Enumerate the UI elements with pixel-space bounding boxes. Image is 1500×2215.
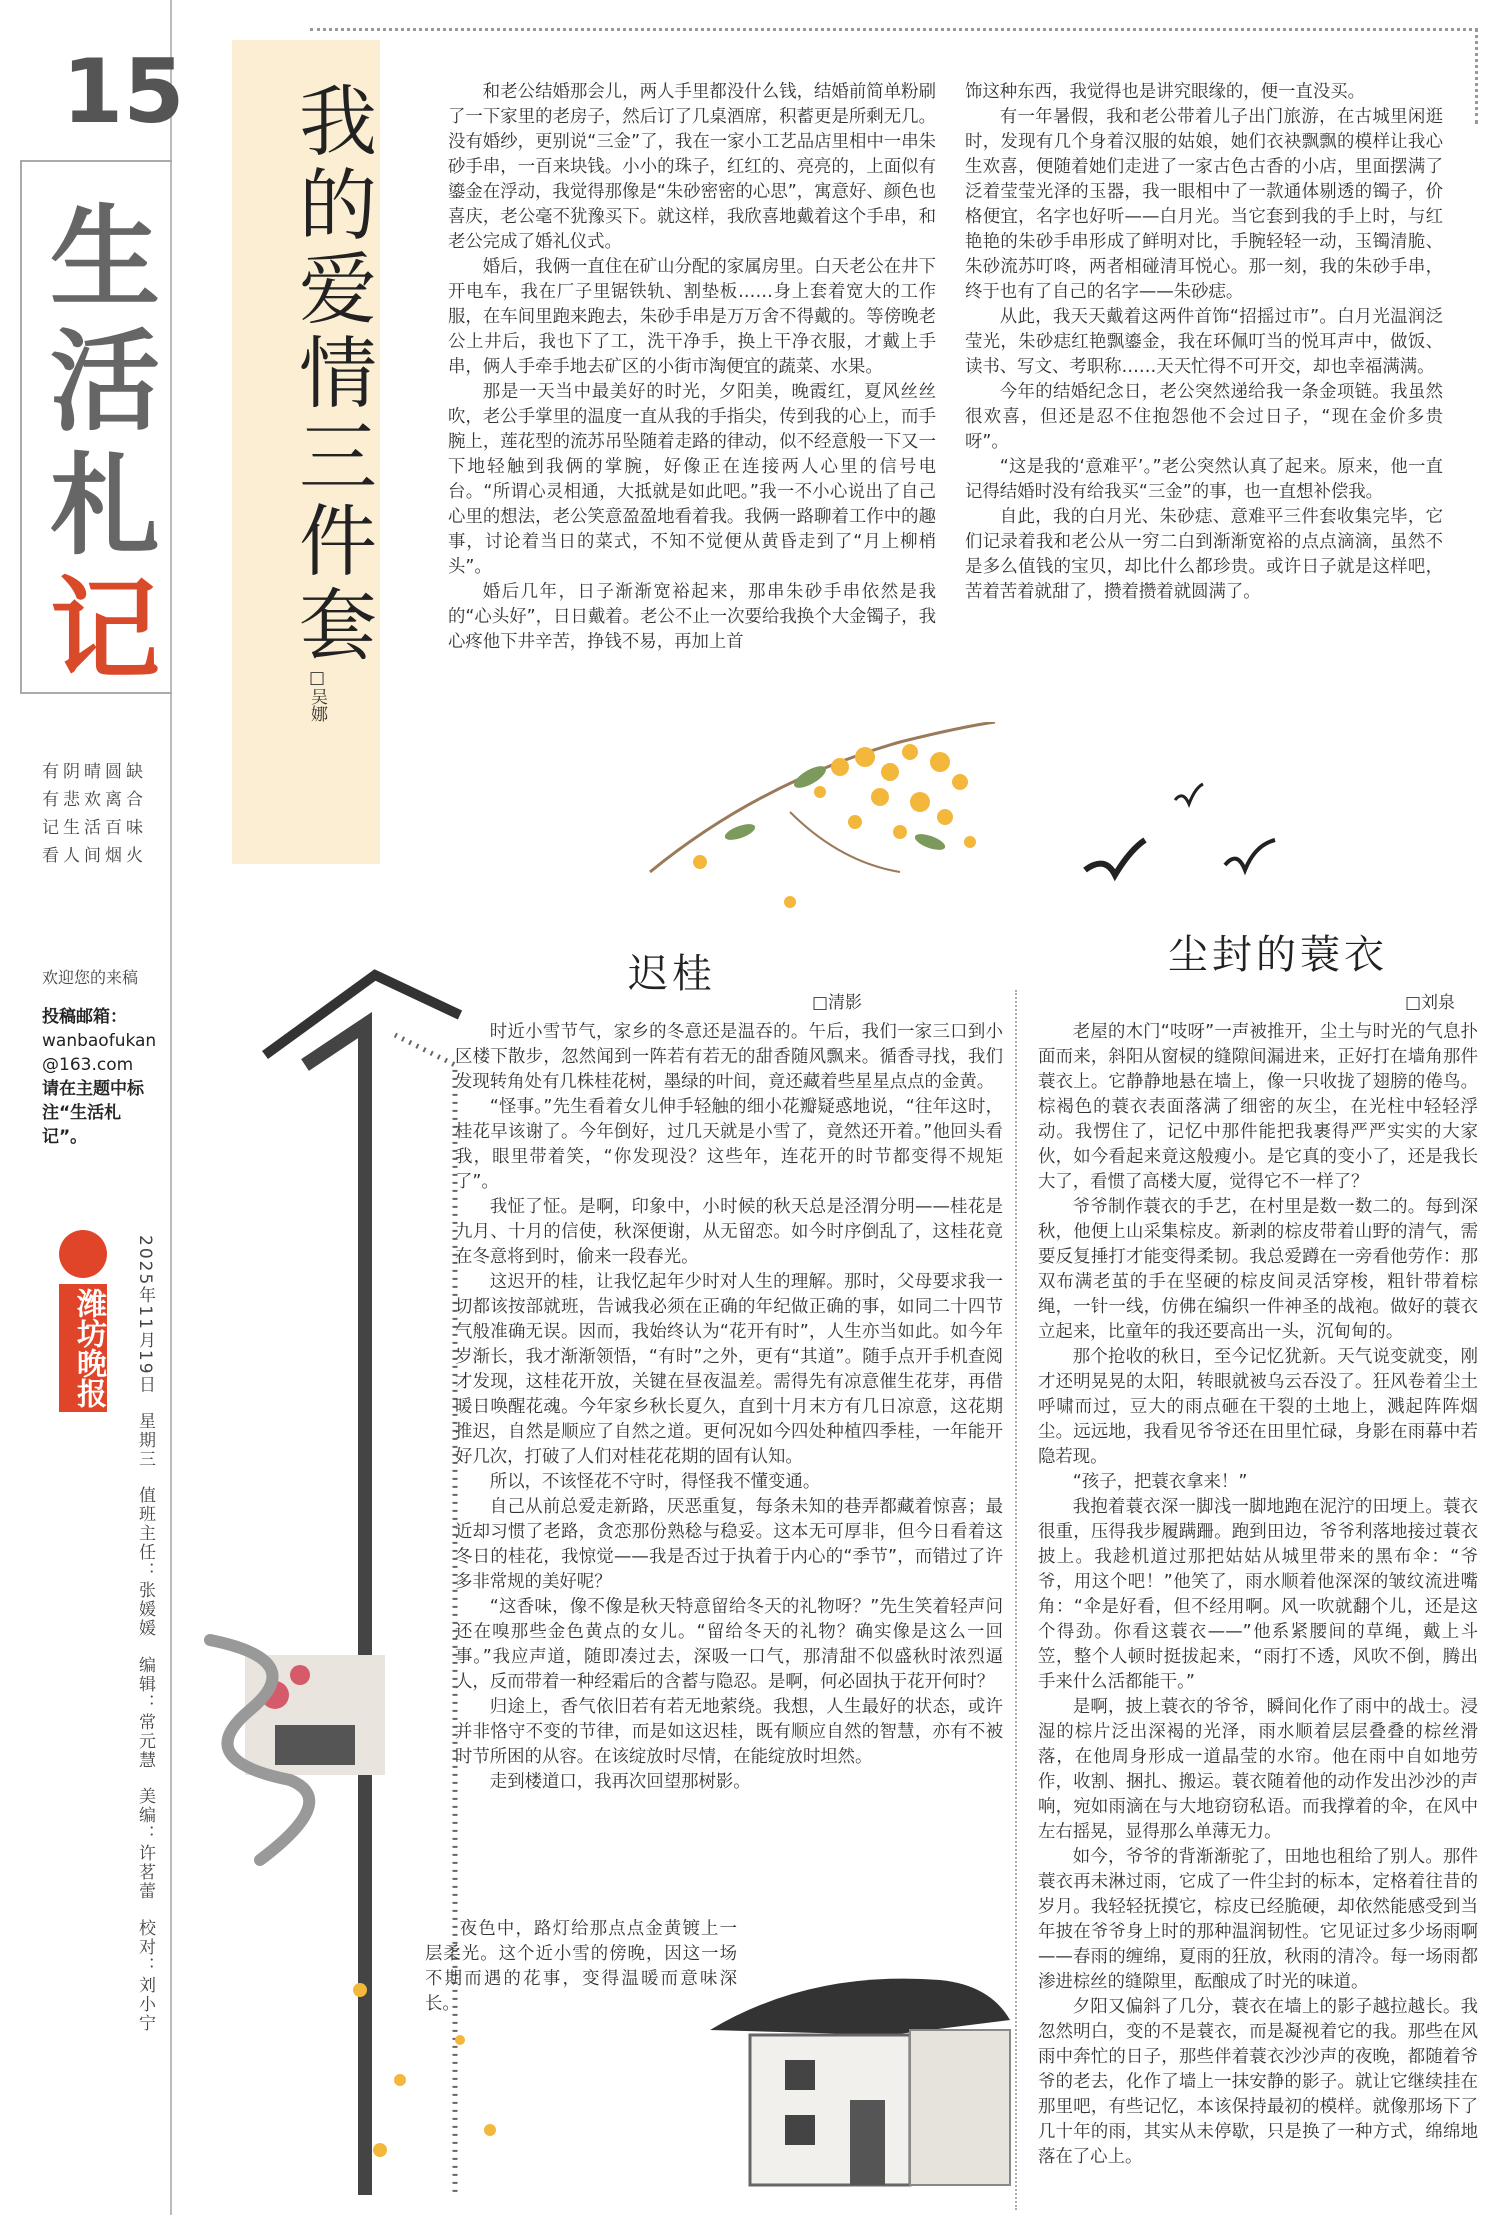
- paragraph: “这香味，像不像是秋天特意留给冬天的礼物呀？”先生笑着轻声问还在嗅那些金色黄点的女儿。“留给冬天的礼物？确实像是这么一回事。”我应声道，随即凑过去，深吸一口气，那清甜不似盛秋时浓烈逼人，反而带着一种经霜后的含蓄与隐忍。是啊，何必固执于花开何时？: [455, 1597, 1003, 1692]
- paragraph: 婚后，我俩一直住在矿山分配的家属房里。白天老公在井下开电车，我在厂子里锯铁轨、割垫板……身上套着宽大的工作服，在车间里跑来跑去，朱砂手串是万万舍不得戴的。等傍晚老公上井后，我也下了工，洗干净手，换上干净衣服，才戴上手串，俩人手牵手地去矿区的小街市淘便宜的蔬菜、水果。: [448, 257, 936, 377]
- slogan-line: 记生活百味: [42, 818, 147, 838]
- article-right-title: 尘封的蓑衣: [1168, 932, 1388, 978]
- paragraph: 自己从前总爱走新路，厌恶重复，每条未知的巷弄都藏着惊喜；最近却习惯了老路，贪恋那份熟稔与稳妥。这本无可厚非，但今日看着这冬日的桂花，我惊觉——我是否过于执着于内心的“季节”，而错过了许多非常规的美好呢？: [455, 1497, 1003, 1592]
- submission-info: [42, 1005, 162, 1149]
- section-char-3: 札: [50, 441, 160, 570]
- logo-emblem-icon: [59, 1230, 107, 1278]
- paragraph: 从此，我天天戴着这两件首饰“招摇过市”。白月光温润泛莹光，朱砂痣红艳飘鎏金，我在环佩叮当的悦耳声中，做饭、读书、写文、考职称……天天忙得不可开交，却也幸福满满。: [965, 307, 1443, 377]
- slogan-line: 有阴晴圆缺: [42, 762, 147, 782]
- newspaper-name: 潍坊晚报: [59, 1284, 107, 1412]
- top-divider: [310, 28, 1478, 31]
- main-article-column-2: [965, 80, 1443, 605]
- editor: 编辑：常元慧: [135, 1655, 155, 1770]
- article-left-body: [455, 1020, 1003, 1795]
- issue-date: 2025年11月19日: [135, 1235, 155, 1395]
- paragraph: 有一年暑假，我和老公带着儿子出门旅游，在古城里闲逛时，发现有几个身着汉服的姑娘，她们衣袂飘飘的模样让我心生欢喜，便随着她们走进了一家古色古香的小店，里面摆满了泛着莹莹光泽的玉器，我一眼相中了一款通体剔透的镯子，价格便宜，名字也好听——白月光。当它套到我的手上时，与红艳艳的朱砂手串形成了鲜明对比，手腕轻轻一动，玉镯清脆、朱砂流苏叮咚，两者相碰清耳悦心。那一刻，我的朱砂手串，终于也有了自己的名字——朱砂痣。: [965, 107, 1443, 302]
- section-slogan: [42, 758, 147, 870]
- email-address[interactable]: wanbaofukan@163.com: [42, 1031, 157, 1075]
- issue-weekday: 星期三: [135, 1411, 155, 1469]
- paragraph: 时近小雪节气，家乡的冬意还是温吞的。午后，我们一家三口到小区楼下散步，忽然闻到一阵若有若无的甜香随风飘来。循香寻找，我们发现转角处有几株桂花树，墨绿的叶间，竟还藏着些星星点点的金黄。: [455, 1022, 1003, 1092]
- welcome-text: 欢迎您的来稿: [42, 968, 139, 987]
- slogan-line: 看人间烟火: [42, 846, 147, 866]
- paragraph: 我抱着蓑衣深一脚浅一脚地跑在泥泞的田埂上。蓑衣很重，压得我步履蹒跚。跑到田边，爷爷利落地接过蓑衣披上。我趁机道过那把姑姑从城里带来的黑布伞：“爷爷，用这个吧！”他笑了，雨水顺着他深深的皱纹流进嘴角：“伞是好看，但不经用啊。风一吹就翻个儿，还是这个得劲。你看这蓑衣——”他系紧腰间的草绳，戴上斗笠，整个人顿时挺拔起来，“雨打不透，风吹不倒，腾出手来什么活都能干。”: [1038, 1497, 1478, 1692]
- main-article-title: 我的爱情三件套: [286, 80, 376, 668]
- paragraph: 老屋的木门“吱呀”一声被推开，尘土与时光的气息扑面而来，斜阳从窗棂的缝隙间漏进来，正好打在墙角那件蓑衣上。它静静地悬在墙上，像一只收拢了翅膀的倦鸟。棕褐色的蓑衣表面落满了细密的灰尘，在光柱中轻轻浮动。我愣住了，记忆中那件能把我裹得严严实实的大家伙，如今看起来竟这般瘦小。是它真的变小了，还是我长大了，看惯了高楼大厦，觉得它不一样了？: [1038, 1022, 1478, 1192]
- birds-illustration: [1075, 760, 1295, 910]
- paragraph: “怪事。”先生看着女儿伸手轻触的细小花瓣疑惑地说，“往年这时，桂花早该谢了。今年倒好，过几天就是小雪了，竟然还开着。”他回头看我，眼里带着笑，“你发现没？这些年，连花开的时节都变得不规矩了”。: [455, 1097, 1003, 1192]
- article-left-title: 迟桂: [628, 951, 716, 997]
- main-article-column-1: [448, 80, 936, 655]
- paragraph: 如今，爷爷的背渐渐驼了，田地也租给了别人。那件蓑衣再未淋过雨，它成了一件尘封的标本，定格着往昔的岁月。我轻轻抚摸它，棕皮已经脆硬，却依然能感受到当年披在爷爷身上时的那种温润韧性。它见证过多少场雨啊——春雨的缠绵，夏雨的狂放，秋雨的清冷。每一场雨都渗进棕丝的缝隙里，酝酿成了时光的味道。: [1038, 1847, 1478, 1992]
- top-divider-vertical: [1475, 28, 1478, 124]
- paragraph: 我怔了怔。是啊，印象中，小时候的秋天总是泾渭分明——桂花是九月、十月的信使，秋深便谢，从无留恋。如今时序倒乱了，这桂花竟在冬意将到时，偷来一段春光。: [455, 1197, 1003, 1267]
- paragraph: 夜色中，路灯给那点点金黄镀上一层柔光。这个近小雪的傍晚，因这一场不期而遇的花事，变得温暖而意味深长。: [425, 1919, 737, 2014]
- paragraph: 那是一天当中最美好的时光，夕阳美，晚霞红，夏风丝丝吹，老公手掌里的温度一直从我的手指尖，传到我的心上，而手腕上，莲花型的流苏吊坠随着走路的律动，似不经意般一下又一下地轻触到我俩的掌腕，好像正在连接两人心里的信号电台。“所谓心灵相通，大抵就是如此吧。”我一不小心说出了自己心里的想法，老公笑意盈盈地看着我。我俩一路聊着工作中的趣事，讨论着当日的菜式，不知不觉便从黄昏走到了“月上柳梢头”。: [448, 382, 936, 577]
- main-article-author: □吴娜: [307, 668, 327, 722]
- paragraph: 今年的结婚纪念日，老公突然递给我一条金项链。我虽然很欢喜，但还是忍不住抱怨他不会过日子，“现在金价多贵呀”。: [965, 382, 1443, 452]
- issue-info: [118, 1235, 158, 2185]
- section-char-4: 记: [50, 565, 160, 694]
- section-char-2: 活: [50, 317, 160, 446]
- article-left-ending: [425, 1917, 737, 2017]
- paragraph: “这是我的‘意难平’。”老公突然认真了起来。原来，他一直记得结婚时没有给我买“三金”的事，也一直想补偿我。: [965, 457, 1443, 502]
- article-left-author: □清影: [812, 993, 863, 1013]
- newspaper-logo: [55, 1230, 115, 1412]
- duty-editor: 值班主任：张媛媛: [135, 1486, 155, 1639]
- paragraph: 这迟开的桂，让我忆起年少时对人生的理解。那时，父母要求我一切都该按部就班，告诫我必须在正确的年纪做正确的事，如同二十四节气般准确无误。因而，我始终认为“花开有时”，人生亦当如此。如今年岁渐长，我才渐渐领悟，“有时”之外，更有“其道”。随手点开手机查阅才发现，这桂花开放，关键在昼夜温差。需得先有凉意催生花芽，再借暖日唤醒花魂。今年家乡秋长夏久，直到十月末方有几日凉意，这花期推迟，自然是顺应了自然之道。更何况如今四处种植四季桂，一年能开好几次，打破了人们对桂花花期的固有认知。: [455, 1272, 1003, 1467]
- section-title-box: [20, 160, 172, 694]
- article-right-author: □刘泉: [1405, 993, 1456, 1013]
- page-number: 15: [62, 40, 185, 143]
- section-char-1: 生: [50, 193, 160, 322]
- paragraph: “孩子，把蓑衣拿来！”: [1072, 1472, 1248, 1492]
- paragraph: 和老公结婚那会儿，两人手里都没什么钱，结婚前简单粉刷了一下家里的老房子，然后订了几桌酒席，积蓄更是所剩无几。没有婚纱，更别说“三金”了，我在一家小工艺品店里相中一串朱砂手串，一百来块钱。小小的珠子，红红的、亮亮的，上面似有鎏金在浮动，我觉得那像是“朱砂密密的心思”，寓意好、颜色也喜庆，老公毫不犹豫买下。就这样，我欣喜地戴着这个手串，和老公完成了婚礼仪式。: [448, 82, 936, 252]
- paragraph: 是啊，披上蓑衣的爷爷，瞬间化作了雨中的战士。浸湿的棕片泛出深褐的光泽，雨水顺着层层叠叠的棕丝滑落，在他周身形成一道晶莹的水帘。他在雨中自如地劳作，收割、捆扎、搬运。蓑衣随着他的动作发出沙沙的声响，宛如雨滴在与大地窃窃私语。而我撑着的伞，在风中左右摇晃，显得那么单薄无力。: [1038, 1697, 1478, 1842]
- paragraph: 夕阳又偏斜了几分，蓑衣在墙上的影子越拉越长。我忽然明白，变的不是蓑衣，而是凝视着它的我。那些在风雨中奔忙的日子，那些伴着蓑衣沙沙声的夜晚，都随着爷爷的老去，化作了墙上一抹安静的影子。就让它继续挂在那里吧，有些记忆，本该保持最初的模样。就像那场下了几十年的雨，其实从未停歇，只是换了一种方式，绵绵地落在了心上。: [1038, 1997, 1478, 2167]
- brush-swirl-illustration: [190, 1620, 350, 1880]
- column-divider: [1015, 990, 1017, 2210]
- paragraph: 饰这种东西，我觉得也是讲究眼缘的，便一直没买。: [965, 82, 1365, 102]
- paragraph: 所以，不该怪花不守时，得怪我不懂变通。: [489, 1472, 821, 1492]
- paragraph: 归途上，香气依旧若有若无地萦绕。我想，人生最好的状态，或许并非恪守不变的节律，而是如这迟桂，既有顺应自然的智慧，亦有不被时节所困的从容。在该绽放时尽情，在能绽放时坦然。: [455, 1697, 1003, 1767]
- paragraph: 婚后几年，日子渐渐宽裕起来，那串朱砂手串依然是我的“心头好”，日日戴着。老公不止一次要给我换个大金镯子，我心疼他下井辛苦，挣钱不易，再加上首: [448, 582, 936, 652]
- paragraph: 走到楼道口，我再次回望那树影。: [489, 1772, 751, 1792]
- paragraph: 自此，我的白月光、朱砂痣、意难平三件套收集完毕，它们记录着我和老公从一穷二白到渐渐宽裕的点点滴滴，虽然不是多么值钱的宝贝，却比什么都珍贵。或许日子就是这样吧，苦着苦着就甜了，攒着攒着就圆满了。: [965, 507, 1443, 602]
- email-label: 投稿邮箱：: [42, 1007, 127, 1027]
- slogan-line: 有悲欢离合: [42, 790, 147, 810]
- paragraph: 那个抢收的秋日，至今记忆犹新。天气说变就变，刚才还明晃晃的太阳，转眼就被乌云吞没了。狂风卷着尘土呼啸而过，豆大的雨点砸在干裂的土地上，溅起阵阵烟尘。远远地，我看见爷爷还在田里忙碌，身影在雨幕中若隐若现。: [1038, 1347, 1478, 1467]
- submission-note: 请在主题中标注“生活札记”。: [42, 1079, 144, 1147]
- article-right-body: [1038, 1020, 1478, 2170]
- house-illustration: [690, 1940, 1020, 2190]
- paragraph: 爷爷制作蓑衣的手艺，在村里是数一数二的。每到深秋，他便上山采集棕皮。新剥的棕皮带着山野的清气，需要反复捶打才能变得柔韧。我总爱蹲在一旁看他劳作：那双布满老茧的手在坚硬的棕皮间灵活穿梭，粗针带着棕绳，一针一线，仿佛在编织一件神圣的战袍。做好的蓑衣立起来，比童年的我还要高出一头，沉甸甸的。: [1038, 1197, 1478, 1342]
- art-editor: 美编：许茗蕾: [135, 1787, 155, 1902]
- osmanthus-illustration: [640, 722, 1000, 962]
- proofreader: 校对：刘小宁: [135, 1918, 155, 2033]
